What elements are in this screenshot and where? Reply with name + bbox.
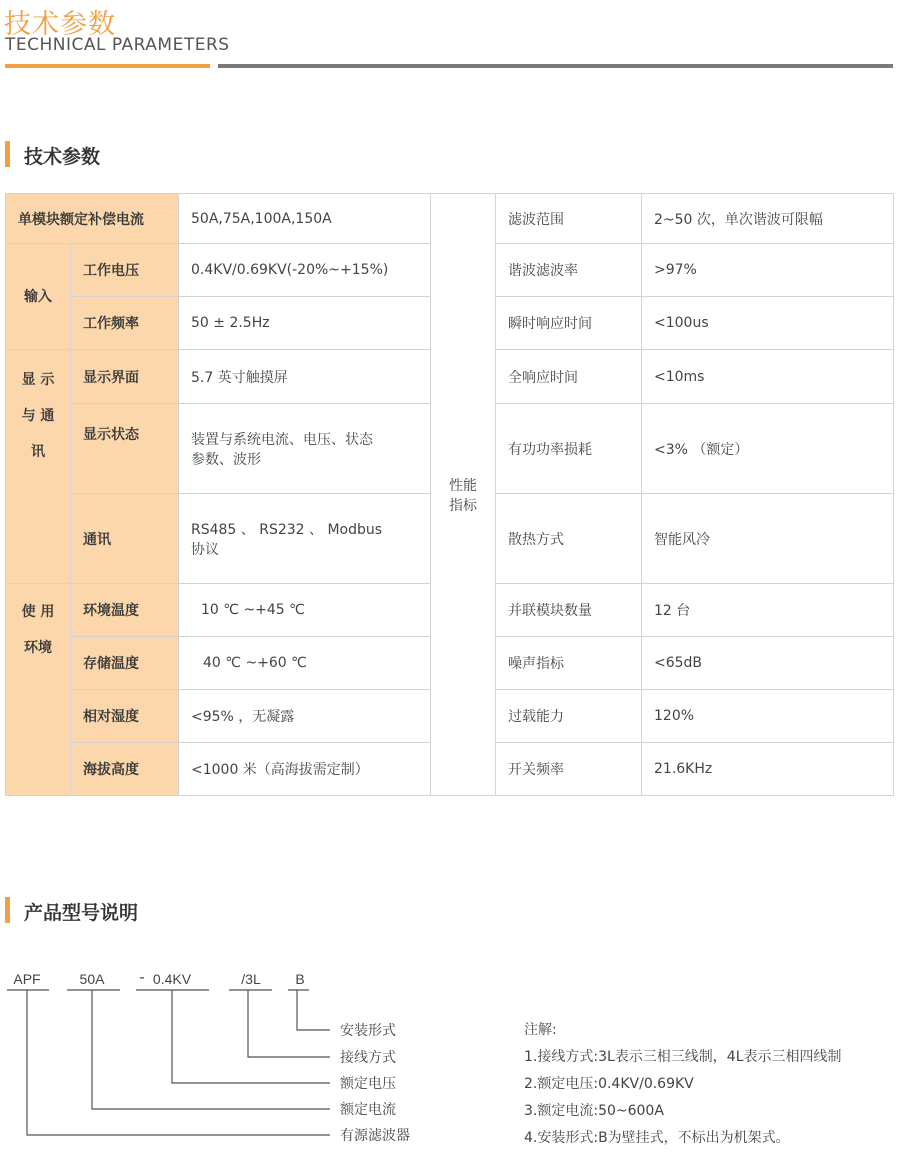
- leader-apf: [27, 990, 330, 1135]
- perf-group-line1: 性能: [449, 477, 477, 494]
- label-input-freq: 工作频率: [71, 297, 179, 350]
- perf-label: 噪声指标: [496, 637, 642, 690]
- display-state-line2: 参数、波形: [191, 451, 261, 468]
- display-group-line1: 显 示: [21, 372, 55, 388]
- section-title-params: 技术参数: [24, 146, 101, 168]
- perf-value: 12 台: [642, 584, 894, 637]
- perf-label: 开关频率: [496, 743, 642, 796]
- section-marker: [5, 141, 10, 167]
- value-comm: [179, 494, 431, 584]
- comm-line1: RS485 、 RS232 、 Modbus: [191, 521, 383, 538]
- header-accent-line: [5, 64, 210, 68]
- perf-value: <100us: [642, 297, 894, 350]
- perf-label: 全响应时间: [496, 350, 642, 404]
- perf-value: <3% （额定）: [642, 404, 894, 494]
- perf-value: <10ms: [642, 350, 894, 404]
- group-display: [6, 350, 71, 584]
- value-altitude: <1000 米（高海拔需定制）: [179, 743, 431, 796]
- leader-wiring: [248, 990, 330, 1057]
- code-apf: APF: [13, 971, 41, 987]
- code-voltage: 0.4KV: [152, 971, 192, 987]
- display-group-line2: 与 通: [21, 408, 55, 424]
- note-item: 3.额定电流:50~600A: [524, 1103, 664, 1119]
- group-env: [6, 584, 71, 796]
- leader-voltage: [172, 990, 330, 1083]
- display-state-line1: 装置与系统电流、电压、状态: [191, 431, 373, 448]
- label-mounting: 安装形式: [340, 1023, 396, 1039]
- code-mounting: B: [295, 971, 305, 987]
- label-env-temp: 环境温度: [71, 584, 179, 637]
- perf-label: 有功功率损耗: [496, 404, 642, 494]
- perf-label: 谐波滤波率: [496, 244, 642, 297]
- page-subtitle: TECHNICAL PARAMETERS: [5, 35, 230, 55]
- value-input-voltage: 0.4KV/0.69KV(-20%~+15%): [179, 244, 431, 297]
- label-wiring: 接线方式: [340, 1050, 396, 1066]
- env-group-line2: 环境: [24, 640, 52, 656]
- perf-value: >97%: [642, 244, 894, 297]
- note-item: 1.接线方式:3L表示三相三线制，4L表示三相四线制: [524, 1049, 842, 1065]
- page-title: 技术参数: [4, 9, 116, 40]
- value-humidity: <95% ，无凝露: [179, 690, 431, 743]
- label-comm: 通讯: [71, 494, 179, 584]
- label-voltage: 额定电压: [340, 1076, 396, 1092]
- perf-value: 智能风冷: [642, 494, 894, 584]
- leader-mounting: [297, 990, 330, 1030]
- perf-value: 120%: [642, 690, 894, 743]
- perf-label: 过载能力: [496, 690, 642, 743]
- section-title-model: 产品型号说明: [24, 902, 139, 924]
- perf-value: 2~50 次，单次谐波可限幅: [642, 194, 894, 244]
- params-table: [5, 193, 894, 796]
- table-row: [6, 194, 894, 244]
- notes-title: 注解:: [524, 1022, 557, 1038]
- label-apf: 有源滤波器: [340, 1128, 410, 1144]
- value-display-ui: 5.7 英寸触摸屏: [179, 350, 431, 404]
- note-item: 2.额定电压:0.4KV/0.69KV: [524, 1076, 694, 1092]
- perf-value: <65dB: [642, 637, 894, 690]
- label-display-ui: 显示界面: [71, 350, 179, 404]
- display-group-line3: 讯: [31, 444, 45, 460]
- value-input-freq: 50 ± 2.5Hz: [179, 297, 431, 350]
- perf-label: 散热方式: [496, 494, 642, 584]
- section-marker: [5, 897, 10, 923]
- perf-group-cell: [431, 194, 496, 796]
- label-input-voltage: 工作电压: [71, 244, 179, 297]
- comm-line2: 协议: [191, 541, 219, 558]
- env-group-line1: 使 用: [21, 604, 55, 620]
- label-storage-temp: 存储温度: [71, 637, 179, 690]
- note-item: 4.安装形式:B为壁挂式，不标出为机架式。: [524, 1130, 790, 1146]
- perf-value: 21.6KHz: [642, 743, 894, 796]
- value-rated-current: 50A,75A,100A,150A: [179, 194, 431, 244]
- label-humidity: 相对湿度: [71, 690, 179, 743]
- group-input: 输入: [6, 244, 71, 350]
- perf-group-line2: 指标: [449, 497, 477, 514]
- leader-current: [92, 990, 330, 1109]
- code-dash: -: [139, 969, 145, 986]
- perf-label: 并联模块数量: [496, 584, 642, 637]
- header-divider-line: [218, 64, 893, 68]
- label-altitude: 海拔高度: [71, 743, 179, 796]
- label-display-state: 显示状态: [71, 404, 179, 494]
- code-wiring: /3L: [241, 971, 261, 987]
- value-env-temp: 10 ℃ ~+45 ℃: [179, 584, 431, 637]
- label-rated-current: 单模块额定补偿电流: [6, 194, 179, 244]
- perf-label: 瞬时响应时间: [496, 297, 642, 350]
- value-display-state: [179, 404, 431, 494]
- code-current: 50A: [79, 971, 105, 987]
- label-current: 额定电流: [340, 1102, 396, 1118]
- value-storage-temp: 40 ℃ ~+60 ℃: [179, 637, 431, 690]
- perf-label: 滤波范围: [496, 194, 642, 244]
